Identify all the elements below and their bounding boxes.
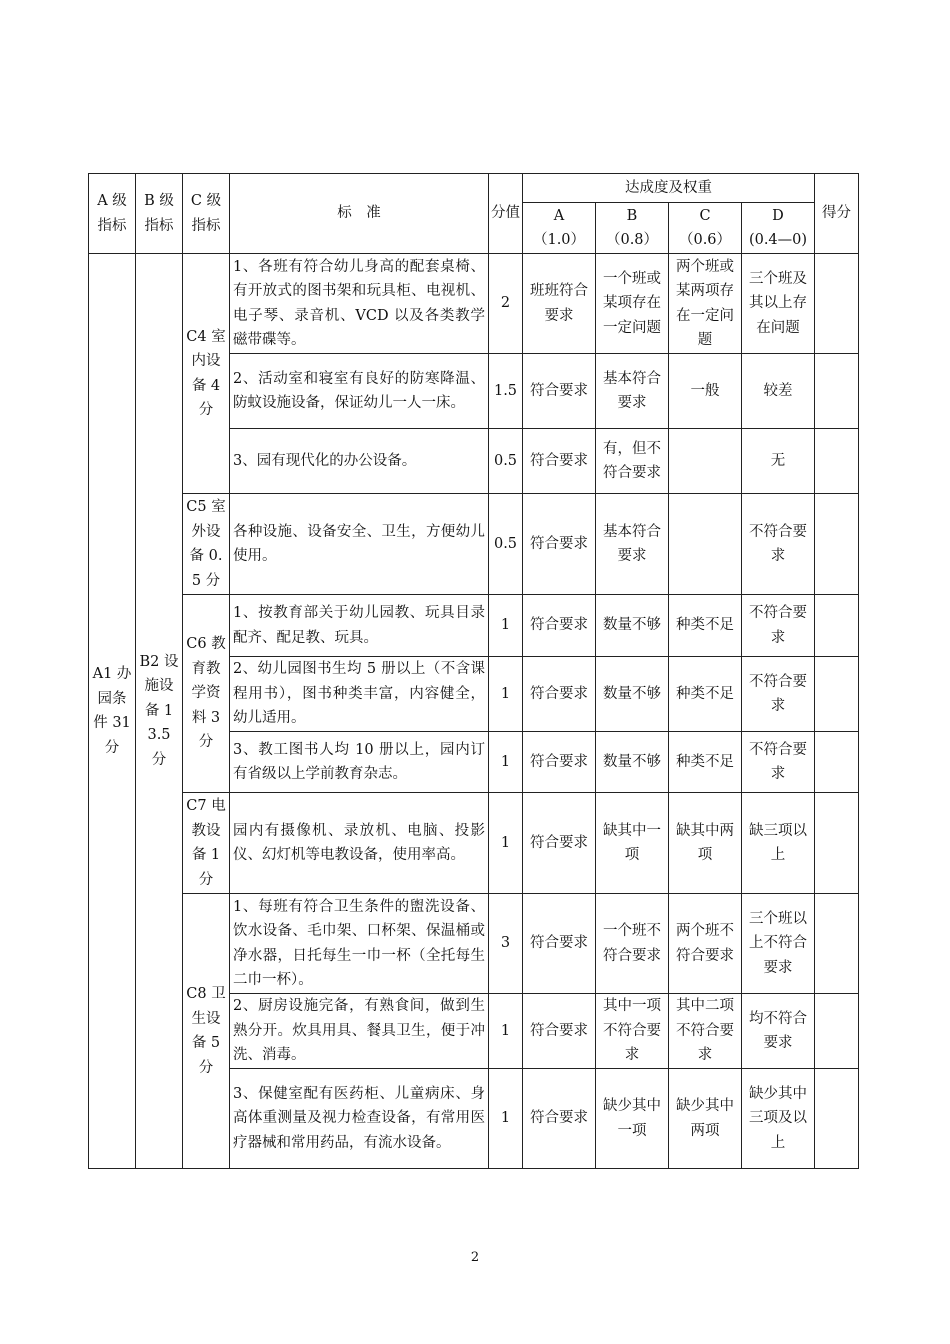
standard-cell: 2、活动室和寝室有良好的防寒降温、防蚊设施设备，保证幼儿一人一床。 [230,354,489,429]
header-grade-a: A （1.0） [523,203,596,254]
standard-cell: 3、教工图书人均 10 册以上，园内订有省级以上学前教育杂志。 [230,732,489,793]
score-cell: 3 [489,894,523,994]
grade-c-cell: 一般 [669,354,742,429]
grade-b-cell: 基本符合要求 [596,494,669,595]
standard-cell: 园内有摄像机、录放机、电脑、投影仪、幻灯机等电教设备，使用率高。 [230,793,489,894]
table-row [89,595,859,657]
points-cell[interactable] [815,254,859,354]
grade-a-cell: 符合要求 [523,1069,596,1169]
grade-d-cell: 不符合要求 [742,732,815,793]
grade-a-cell: 符合要求 [523,429,596,494]
grade-b-cell: 有，但不符合要求 [596,429,669,494]
score-cell: 1 [489,793,523,894]
grade-b-cell: 数量不够 [596,732,669,793]
header-points: 得分 [815,174,859,254]
grade-b-cell: 缺其中一项 [596,793,669,894]
header-achievement: 达成度及权重 [523,174,815,203]
grade-a-cell: 符合要求 [523,732,596,793]
header-a-level: A 级指标 [89,174,136,254]
grade-d-cell: 较差 [742,354,815,429]
grade-d-cell: 无 [742,429,815,494]
grade-c-cell: 其中二项不符合要求 [669,994,742,1069]
header-score: 分值 [489,174,523,254]
a1-indicator: A1 办园条件 31 分 [89,254,136,1169]
table-row [89,793,859,894]
score-cell: 0.5 [489,429,523,494]
c4-indicator: C4 室内设备 4 分 [183,254,230,494]
grade-d-cell: 缺三项以上 [742,793,815,894]
points-cell[interactable] [815,994,859,1069]
grade-c-cell: 种类不足 [669,732,742,793]
grade-b-cell: 数量不够 [596,595,669,657]
points-cell[interactable] [815,657,859,732]
header-grade-c: C （0.6） [669,203,742,254]
grade-a-cell: 符合要求 [523,494,596,595]
points-cell[interactable] [815,494,859,595]
table-row [89,254,859,354]
score-cell: 1.5 [489,354,523,429]
header-b-level: B 级指标 [136,174,183,254]
points-cell[interactable] [815,1069,859,1169]
points-cell[interactable] [815,354,859,429]
page-number: 2 [470,1250,480,1265]
standard-cell: 2、厨房设施完备，有熟食间，做到生熟分开。炊具用具、餐具卫生，便于冲洗、消毒。 [230,994,489,1069]
grade-d-cell: 三个班以上不符合要求 [742,894,815,994]
score-cell: 1 [489,657,523,732]
grade-c-cell [669,429,742,494]
grade-c-cell: 种类不足 [669,595,742,657]
grade-a-cell: 符合要求 [523,994,596,1069]
grade-d-cell: 均不符合要求 [742,994,815,1069]
standard-cell: 各种设施、设备安全、卫生，方便幼儿使用。 [230,494,489,595]
grade-a-cell: 符合要求 [523,793,596,894]
grade-c-cell: 缺少其中两项 [669,1069,742,1169]
standard-cell: 1、按教育部关于幼儿园教、玩具目录配齐、配足教、玩具。 [230,595,489,657]
score-cell: 1 [489,1069,523,1169]
c6-indicator: C6 教育教学资料 3 分 [183,595,230,793]
c7-indicator: C7 电教设备 1 分 [183,793,230,894]
grade-a-cell: 符合要求 [523,354,596,429]
grade-d-cell: 三个班及其以上存在问题 [742,254,815,354]
grade-a-cell: 班班符合要求 [523,254,596,354]
grade-a-cell: 符合要求 [523,595,596,657]
points-cell[interactable] [815,429,859,494]
points-cell[interactable] [815,793,859,894]
points-cell[interactable] [815,595,859,657]
header-grade-d: D (0.4—0) [742,203,815,254]
b2-indicator: B2 设施设备 13.5 分 [136,254,183,1169]
standard-cell: 1、每班有符合卫生条件的盥洗设备、饮水设备、毛巾架、口杯架、保温桶或净水器，日托每生一巾一杯（全托每生二巾一杯）。 [230,894,489,994]
grade-c-cell [669,494,742,595]
grade-d-cell: 不符合要求 [742,494,815,595]
grade-c-cell: 两个班或某两项存在一定问题 [669,254,742,354]
grade-b-cell: 数量不够 [596,657,669,732]
grade-c-cell: 两个班不符合要求 [669,894,742,994]
grade-b-cell: 缺少其中一项 [596,1069,669,1169]
standard-cell: 3、保健室配有医药柜、儿童病床、身高体重测量及视力检查设备，有常用医疗器械和常用药品，有流水设备。 [230,1069,489,1169]
standard-cell: 1、各班有符合幼儿身高的配套桌椅、有开放式的图书架和玩具柜、电视机、电子琴、录音机、VCD 以及各类教学磁带碟等。 [230,254,489,354]
grade-a-cell: 符合要求 [523,657,596,732]
grade-b-cell: 其中一项不符合要求 [596,994,669,1069]
score-cell: 1 [489,595,523,657]
standard-cell: 2、幼儿园图书生均 5 册以上（不含课程用书），图书种类丰富，内容健全，幼儿适用。 [230,657,489,732]
score-cell: 1 [489,732,523,793]
header-c-level: C 级指标 [183,174,230,254]
points-cell[interactable] [815,732,859,793]
grade-b-cell: 一个班不符合要求 [596,894,669,994]
grade-a-cell: 符合要求 [523,894,596,994]
grade-d-cell: 不符合要求 [742,657,815,732]
c5-indicator: C5 室外设备 0.5 分 [183,494,230,595]
grade-d-cell: 不符合要求 [742,595,815,657]
score-cell: 1 [489,994,523,1069]
grade-b-cell: 一个班或某项存在一定问题 [596,254,669,354]
points-cell[interactable] [815,894,859,994]
grade-d-cell: 缺少其中三项及以上 [742,1069,815,1169]
table-row [89,894,859,994]
header-standard: 标 准 [230,174,489,254]
score-cell: 2 [489,254,523,354]
grade-c-cell: 缺其中两项 [669,793,742,894]
c8-indicator: C8 卫生设备 5 分 [183,894,230,1169]
table-row [89,494,859,595]
evaluation-table [88,173,859,1169]
grade-c-cell: 种类不足 [669,657,742,732]
grade-b-cell: 基本符合要求 [596,354,669,429]
score-cell: 0.5 [489,494,523,595]
standard-cell: 3、园有现代化的办公设备。 [230,429,489,494]
header-grade-b: B （0.8） [596,203,669,254]
